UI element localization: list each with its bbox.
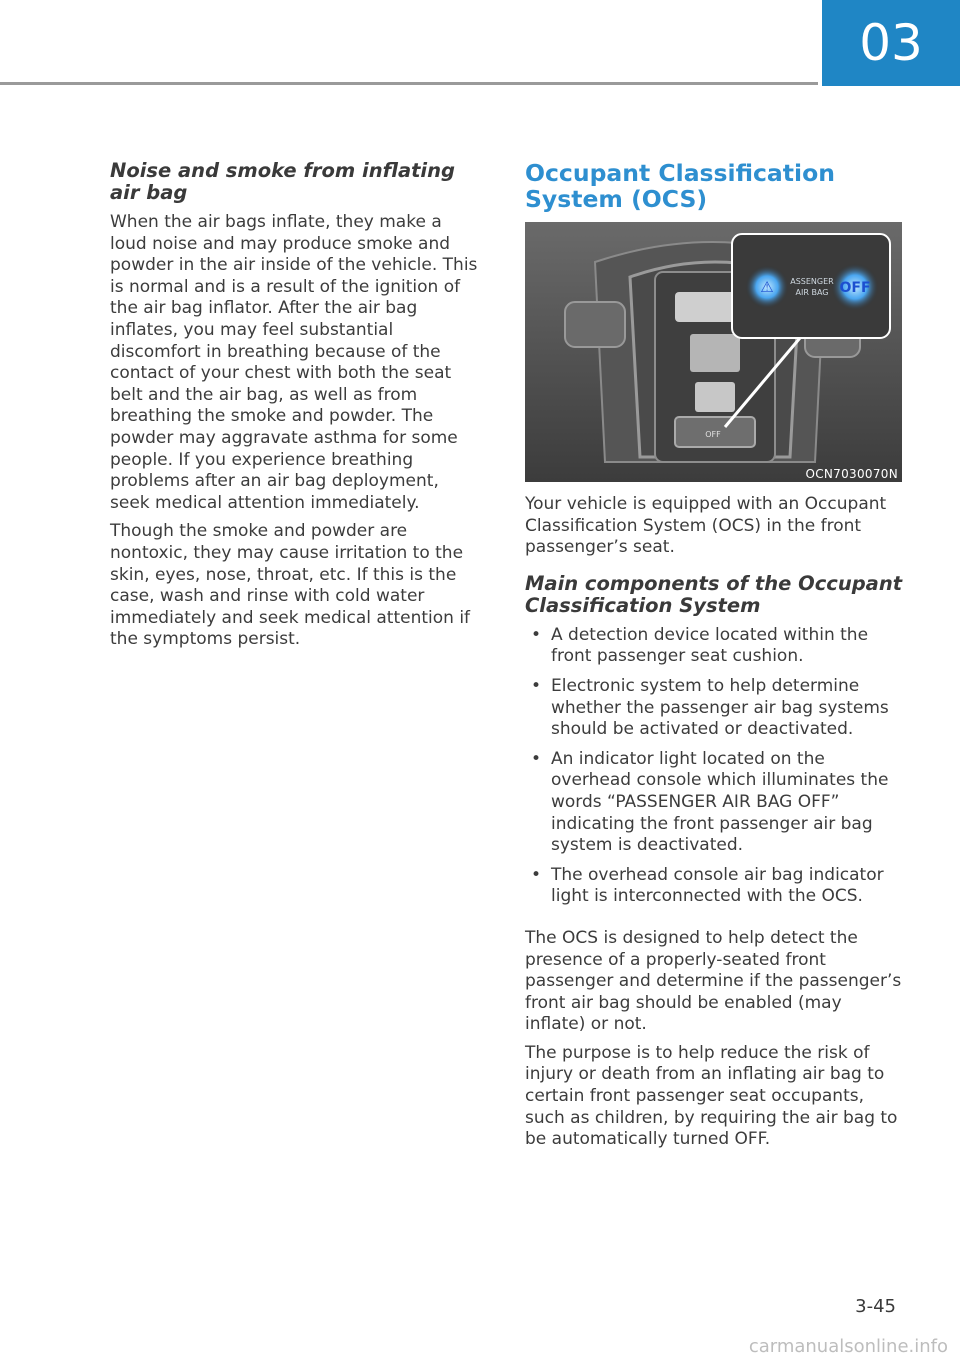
bullet-icon: • (531, 864, 542, 885)
airbag-symbol-icon: ⚠ (760, 278, 774, 296)
components-list (525, 625, 905, 908)
ocs-intro: Your vehicle is equipped with an Occupant Classification System (OCS) in the front passenger’s seat. (525, 494, 887, 558)
figure-caption: OCN7030070N (805, 467, 898, 481)
indicator-label-passenger: ASSENGER (790, 277, 834, 286)
list-item: • An indicator light located on the overhead console which illuminates the words “PASSENGER AIR BAG OFF” indicating the front passenger air bag system is deactivated. (531, 748, 889, 856)
bullet-icon: • (531, 748, 542, 769)
ocs-paragraph-2: The purpose is to help reduce the risk of injury or death from an inflating air bag to certain front passenger seat occupants, such as children, by requiring the air bag to be automatically turned OFF. (525, 1042, 898, 1150)
list-item: • A detection device located within the front passenger seat cushion. (531, 624, 869, 667)
list-item: • The overhead console air bag indicator light is interconnected with the OCS. (531, 864, 884, 907)
list-item: • Electronic system to help determine whether the passenger air bag systems should be activated or deactivated. (531, 675, 889, 740)
page-number: 3-45 (855, 1296, 896, 1317)
console-off-label: OFF (705, 430, 721, 439)
bullet-icon: • (531, 675, 542, 696)
left-column (110, 160, 482, 658)
right-column (525, 160, 905, 1158)
smoke-paragraph-1: When the air bags inflate, they make a loud noise and may produce smoke and powder in the air inside of the vehicle. This is normal and is a result of the ignition of the air bag inflator. After the air bag inflates, you may feel substantial discomfort in breathing because of the contact of your chest with both the seat belt and the air bag, as well as from breathing the smoke and powder. The powder may aggravate asthma for some people. If you experience breathing problems after an air bag deployment, seek medical attention immediately. (110, 212, 478, 513)
bullet-icon: • (531, 624, 542, 645)
smoke-subhead: Noise and smoke from inflating air bag (110, 159, 455, 204)
indicator-off-label: OFF (839, 280, 871, 296)
overhead-console-illustration (525, 222, 902, 482)
components-subhead: Main components of the Occupant Classification System (525, 571, 903, 617)
ocs-section-title: Occupant Classification System (OCS) (525, 159, 835, 213)
chapter-tab: 03 (822, 0, 960, 86)
header-rule (0, 82, 818, 85)
smoke-paragraph-2: Though the smoke and powder are nontoxic, they may cause irritation to the skin, eyes, nose, throat, etc. If this is the case, wash and rinse with cold water immediately and seek medical attention if the symptoms persist. (110, 521, 471, 650)
indicator-label-airbag: AIR BAG (795, 288, 829, 297)
overhead-console-figure (525, 222, 902, 482)
ocs-paragraph-1: The OCS is designed to help detect the presence of a properly-seated front passenger and determine if the passenger’s front air bag should be enabled (may inflate) or not. (525, 927, 902, 1035)
watermark: carmanualsonline.info (748, 1336, 948, 1357)
